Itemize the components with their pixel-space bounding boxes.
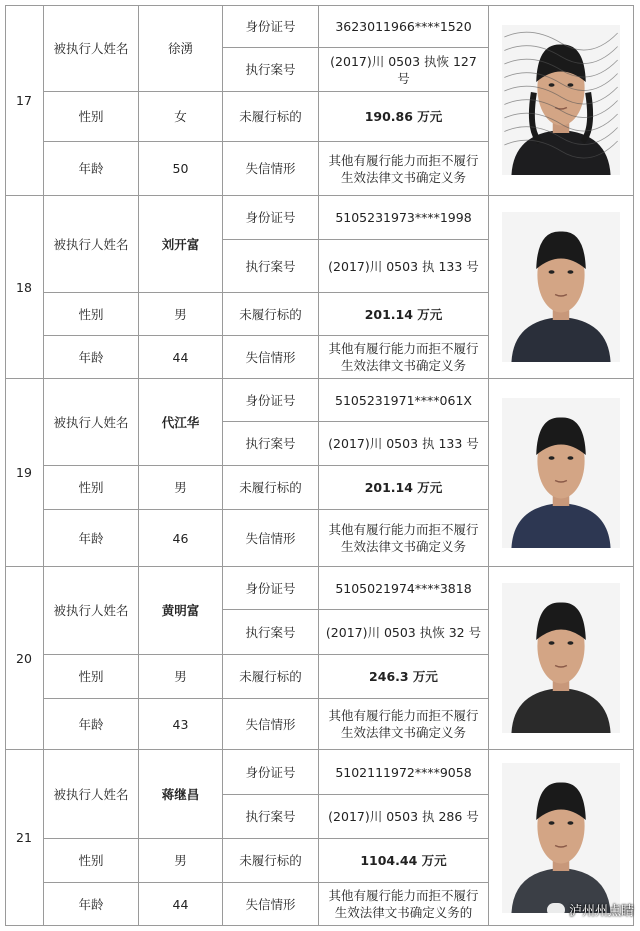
watermark-text: 泸州州点睛 bbox=[568, 904, 634, 919]
portrait-image bbox=[502, 763, 620, 913]
label-unfulfilled: 未履行标的 bbox=[223, 293, 319, 336]
label-case-number: 执行案号 bbox=[223, 610, 319, 655]
portrait-image bbox=[502, 398, 620, 548]
value-age: 44 bbox=[139, 883, 223, 926]
label-age: 年龄 bbox=[44, 510, 139, 567]
portrait-image bbox=[502, 25, 620, 175]
row-number: 18 bbox=[5, 196, 44, 379]
label-situation: 失信情形 bbox=[223, 336, 319, 379]
value-gender: 女 bbox=[139, 92, 223, 142]
label-name: 被执行人姓名 bbox=[44, 379, 139, 466]
portrait-image bbox=[502, 212, 620, 362]
value-gender: 男 bbox=[139, 466, 223, 510]
value-name: 蒋继昌 bbox=[139, 750, 223, 839]
value-situation: 其他有履行能力而拒不履行生效法律文书确定义务 bbox=[319, 699, 489, 750]
label-unfulfilled: 未履行标的 bbox=[223, 839, 319, 883]
value-age: 44 bbox=[139, 336, 223, 379]
label-case-number: 执行案号 bbox=[223, 422, 319, 466]
label-gender: 性别 bbox=[44, 92, 139, 142]
label-unfulfilled: 未履行标的 bbox=[223, 466, 319, 510]
value-unfulfilled: 201.14 万元 bbox=[319, 466, 489, 510]
value-id-number: 5102111972****9058 bbox=[319, 750, 489, 795]
row-number: 21 bbox=[5, 750, 44, 926]
label-situation: 失信情形 bbox=[223, 883, 319, 926]
value-unfulfilled: 1104.44 万元 bbox=[319, 839, 489, 883]
label-unfulfilled: 未履行标的 bbox=[223, 655, 319, 699]
label-age: 年龄 bbox=[44, 699, 139, 750]
value-age: 43 bbox=[139, 699, 223, 750]
row-number: 20 bbox=[5, 567, 44, 750]
label-gender: 性别 bbox=[44, 293, 139, 336]
value-id-number: 5105231973****1998 bbox=[319, 196, 489, 240]
watermark bbox=[547, 900, 634, 919]
value-name: 徐湧 bbox=[139, 5, 223, 92]
value-unfulfilled: 190.86 万元 bbox=[319, 92, 489, 142]
value-case-number: (2017)川 0503 执 286 号 bbox=[319, 795, 489, 839]
label-name: 被执行人姓名 bbox=[44, 567, 139, 655]
value-name: 黄明富 bbox=[139, 567, 223, 655]
label-age: 年龄 bbox=[44, 883, 139, 926]
value-case-number: (2017)川 0503 执恢 32 号 bbox=[319, 610, 489, 655]
value-age: 50 bbox=[139, 142, 223, 196]
wechat-icon bbox=[547, 903, 565, 917]
person-photo bbox=[489, 5, 634, 196]
portrait-image bbox=[502, 583, 620, 733]
value-situation: 其他有履行能力而拒不履行生效法律文书确定义务 bbox=[319, 142, 489, 196]
label-age: 年龄 bbox=[44, 336, 139, 379]
label-id-number: 身份证号 bbox=[223, 567, 319, 610]
value-situation: 其他有履行能力而拒不履行生效法律文书确定义务 bbox=[319, 336, 489, 379]
value-situation: 其他有履行能力而拒不履行生效法律文书确定义务的 bbox=[319, 883, 489, 926]
label-gender: 性别 bbox=[44, 655, 139, 699]
person-photo bbox=[489, 379, 634, 567]
value-age: 46 bbox=[139, 510, 223, 567]
person-photo bbox=[489, 567, 634, 750]
label-id-number: 身份证号 bbox=[223, 379, 319, 422]
value-id-number: 3623011966****1520 bbox=[319, 5, 489, 48]
value-case-number: (2017)川 0503 执 133 号 bbox=[319, 422, 489, 466]
label-unfulfilled: 未履行标的 bbox=[223, 92, 319, 142]
row-number: 17 bbox=[5, 5, 44, 196]
value-name: 刘开富 bbox=[139, 196, 223, 293]
value-unfulfilled: 246.3 万元 bbox=[319, 655, 489, 699]
row-number: 19 bbox=[5, 379, 44, 567]
value-gender: 男 bbox=[139, 293, 223, 336]
label-name: 被执行人姓名 bbox=[44, 750, 139, 839]
label-case-number: 执行案号 bbox=[223, 795, 319, 839]
label-name: 被执行人姓名 bbox=[44, 196, 139, 293]
label-name: 被执行人姓名 bbox=[44, 5, 139, 92]
value-case-number: (2017)川 0503 执恢 127 号 bbox=[319, 48, 489, 92]
label-situation: 失信情形 bbox=[223, 142, 319, 196]
value-situation: 其他有履行能力而拒不履行生效法律文书确定义务 bbox=[319, 510, 489, 567]
label-case-number: 执行案号 bbox=[223, 240, 319, 293]
label-gender: 性别 bbox=[44, 466, 139, 510]
value-case-number: (2017)川 0503 执 133 号 bbox=[319, 240, 489, 293]
label-id-number: 身份证号 bbox=[223, 750, 319, 795]
label-situation: 失信情形 bbox=[223, 699, 319, 750]
label-id-number: 身份证号 bbox=[223, 196, 319, 240]
label-id-number: 身份证号 bbox=[223, 5, 319, 48]
value-id-number: 5105021974****3818 bbox=[319, 567, 489, 610]
value-name: 代江华 bbox=[139, 379, 223, 466]
label-gender: 性别 bbox=[44, 839, 139, 883]
label-case-number: 执行案号 bbox=[223, 48, 319, 92]
value-gender: 男 bbox=[139, 655, 223, 699]
value-id-number: 5105231971****061X bbox=[319, 379, 489, 422]
person-photo bbox=[489, 196, 634, 379]
value-gender: 男 bbox=[139, 839, 223, 883]
label-age: 年龄 bbox=[44, 142, 139, 196]
value-unfulfilled: 201.14 万元 bbox=[319, 293, 489, 336]
label-situation: 失信情形 bbox=[223, 510, 319, 567]
